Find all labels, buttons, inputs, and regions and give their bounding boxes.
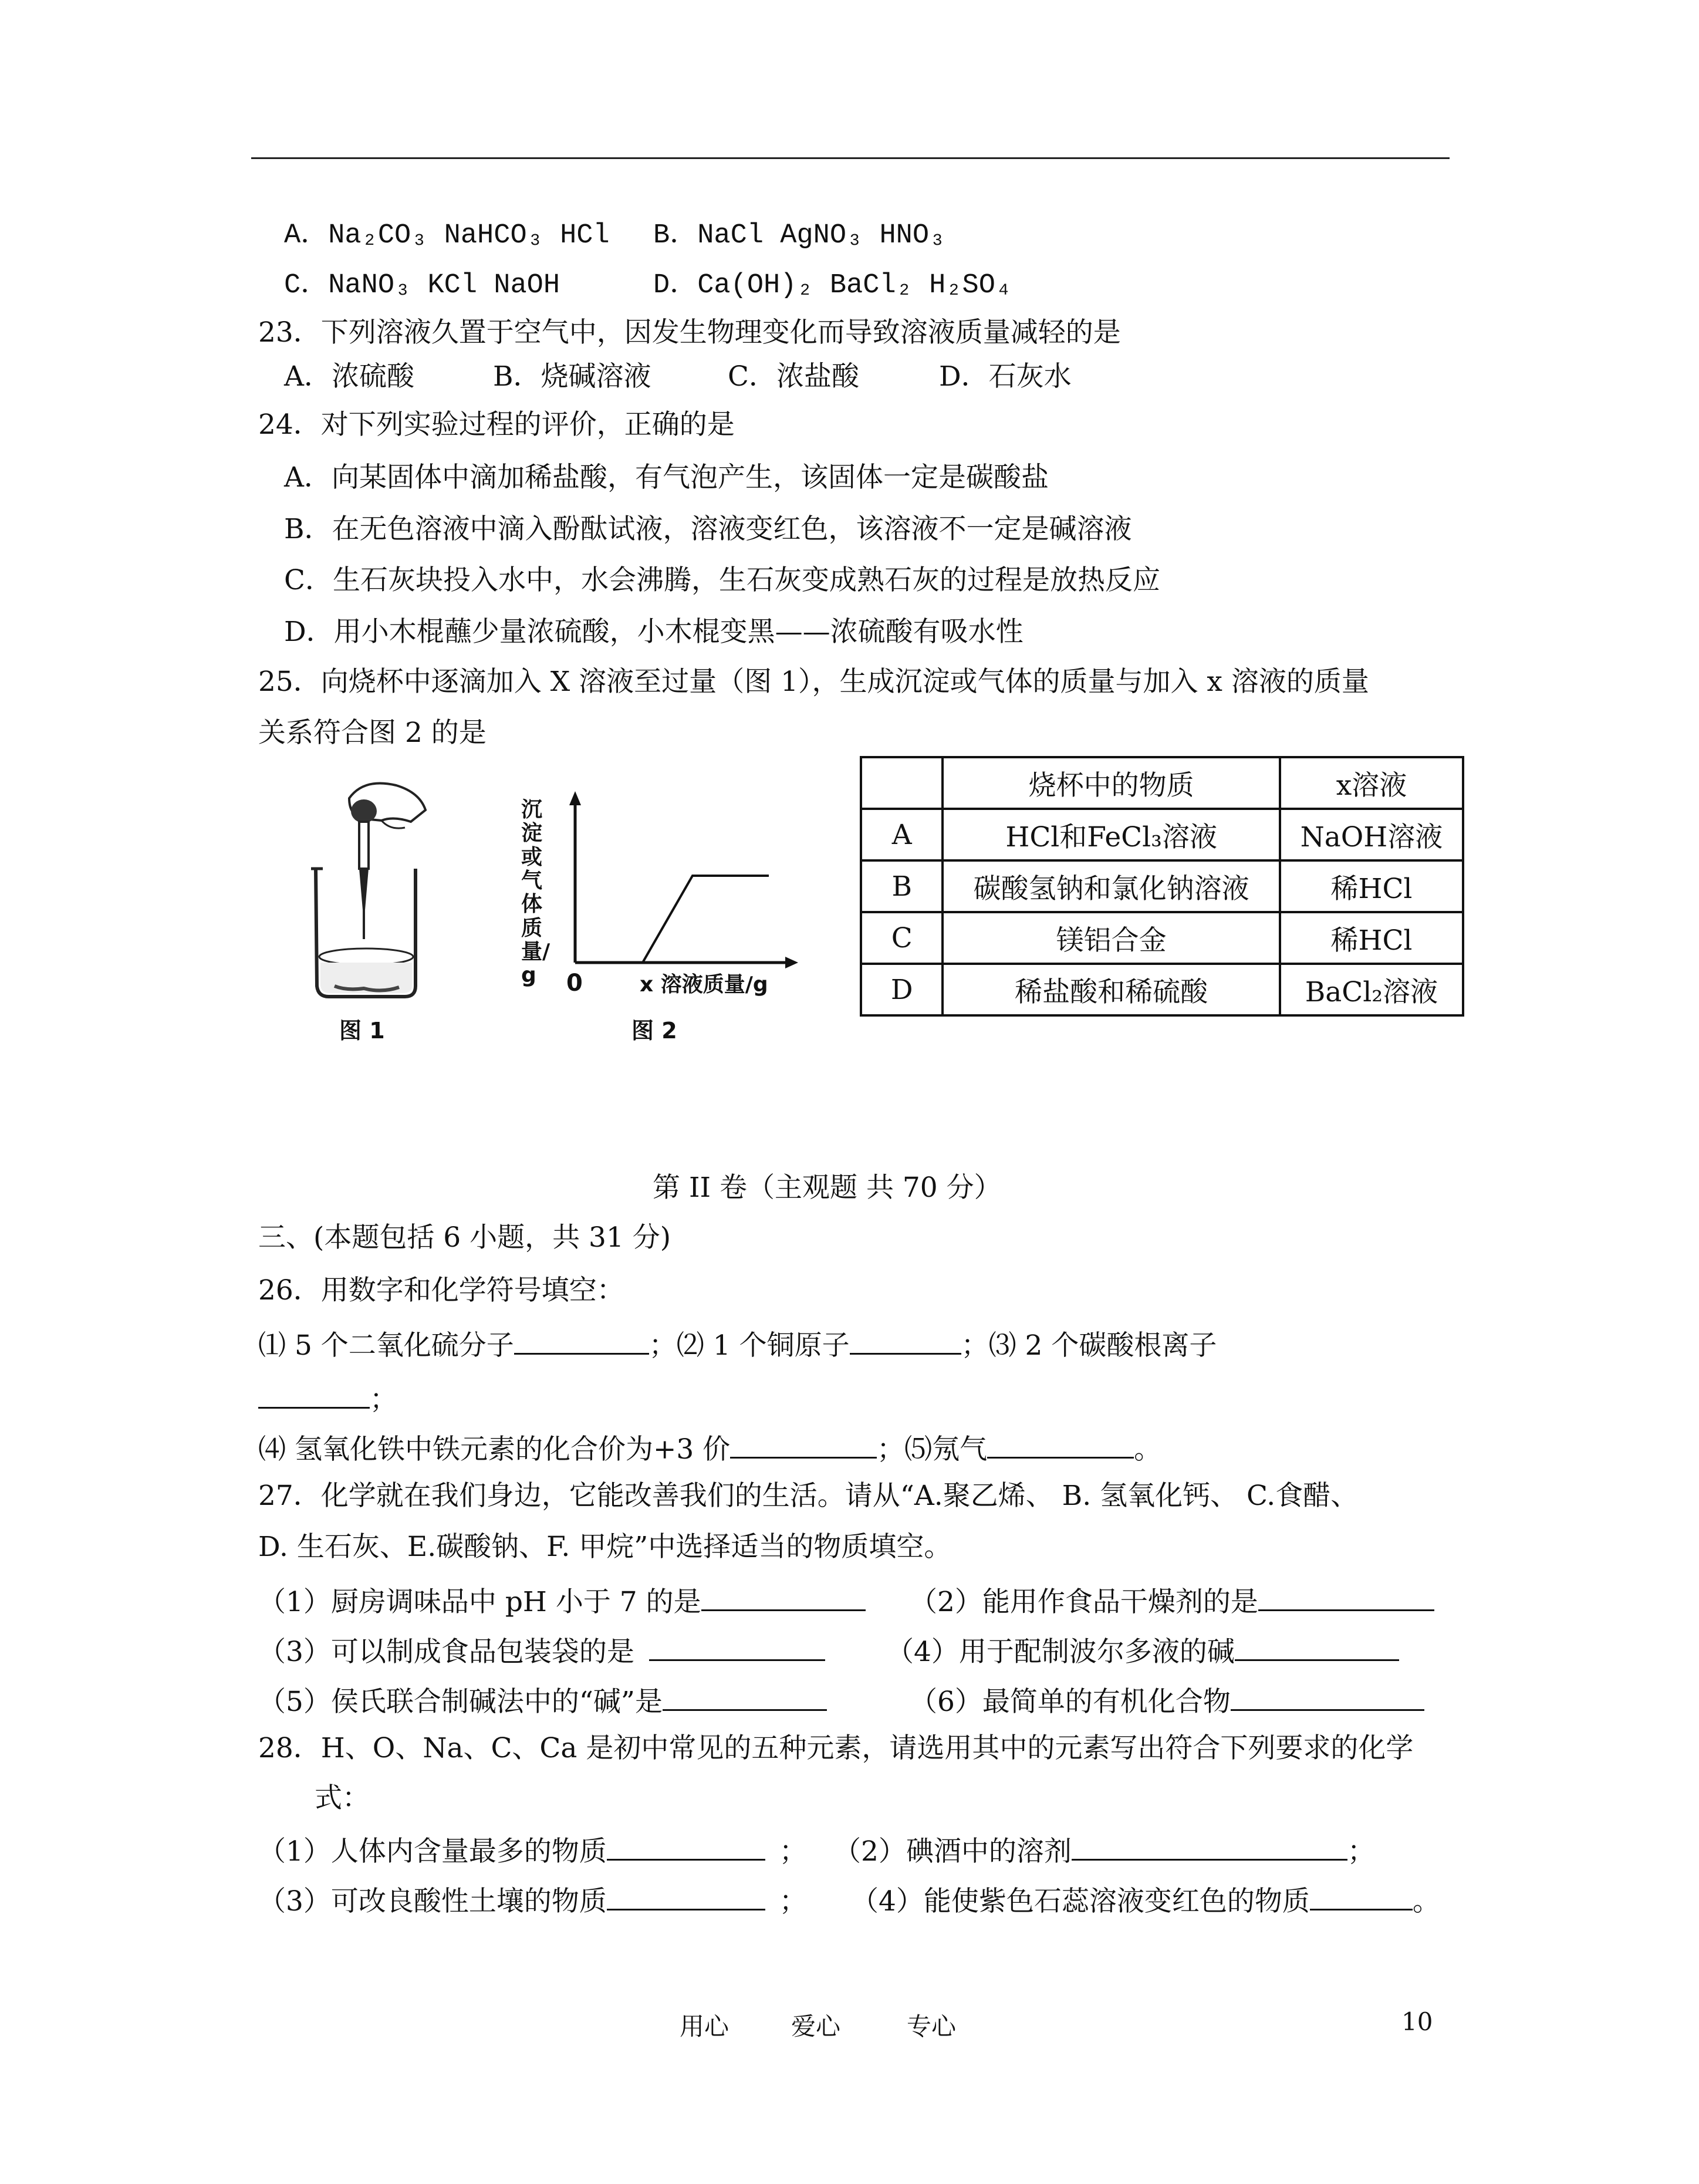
figure-2-xlabel: x 溶液质量/g bbox=[640, 973, 768, 997]
q27-blank-1[interactable] bbox=[701, 1585, 866, 1611]
q28-stem-line1: 28．H、O、Na、C、Ca 是初中常见的五种元素，请选用其中的元素写出符合下列要求的化学 bbox=[258, 1732, 1414, 1764]
q22-option-d: D．Ca(OH)₂ BaCl₂ H₂SO₄ bbox=[653, 270, 1012, 301]
section3-heading: 三、(本题包括 6 小题，共 31 分) bbox=[258, 1221, 671, 1254]
q28-blank-1[interactable] bbox=[607, 1834, 765, 1861]
table-header-cell: 烧杯中的物质 bbox=[943, 757, 1279, 809]
figure-2-origin: 0 bbox=[566, 970, 583, 997]
q25-options-table bbox=[860, 756, 1464, 1017]
q28-item-4: （4）能使紫色石蕊溶液变红色的物质 。 bbox=[851, 1885, 1440, 1918]
q24-option-c: C．生石灰块投入水中，水会沸腾，生石灰变成熟石灰的过程是放热反应 bbox=[284, 564, 1160, 596]
table-row bbox=[861, 809, 1463, 860]
table-header-cell bbox=[861, 757, 943, 809]
page-number: 10 bbox=[1401, 2007, 1433, 2036]
table-row bbox=[861, 964, 1463, 1015]
q28-blank-3[interactable] bbox=[607, 1884, 765, 1910]
q24-option-d: D．用小木棍蘸少量浓硫酸，小木棍变黑——浓硫酸有吸水性 bbox=[284, 616, 1024, 648]
q28-blank-2[interactable] bbox=[1072, 1834, 1347, 1861]
q27-blank-5[interactable] bbox=[663, 1685, 827, 1711]
q24-stem: 24．对下列实验过程的评价，正确的是 bbox=[258, 409, 735, 441]
q23-stem: 23．下列溶液久置于空气中，因发生物理变化而导致溶液质量减轻的是 bbox=[258, 316, 1121, 349]
header-rule bbox=[251, 157, 1450, 159]
q26-part3: ；⑶ 2 个碳酸根离子 bbox=[961, 1329, 1217, 1362]
q27-blank-6[interactable] bbox=[1231, 1685, 1424, 1711]
q27-item-1: （1）厨房调味品中 pH 小于 7 的是 bbox=[258, 1585, 866, 1616]
q22-option-c: C．NaNO₃ KCl NaOH bbox=[284, 270, 560, 301]
q27-item-3: （3）可以制成食品包装袋的是 bbox=[258, 1635, 825, 1666]
q27-item-2: （2）能用作食品干燥剂的是 bbox=[910, 1585, 1434, 1616]
q26-stem: 26．用数字和化学符号填空： bbox=[258, 1274, 624, 1307]
q22-option-b: B．NaCl AgNO₃ HNO₃ bbox=[653, 220, 946, 251]
table-cell: 稀HCl bbox=[1280, 860, 1463, 912]
q27-stem-line2: D. 生石灰、E.碳酸钠、F. 甲烷”中选择适当的物质填空。 bbox=[258, 1531, 952, 1563]
table-cell: C bbox=[861, 912, 943, 964]
q23-option-b: B．烧碱溶液 bbox=[493, 360, 651, 393]
q28-stem-line2: 式： bbox=[315, 1782, 370, 1814]
q27-stem-line1: 27．化学就在我们身边，它能改善我们的生活。请从“A.聚乙烯、 B. 氢氧化钙、 C.食醋、 bbox=[258, 1480, 1359, 1512]
table-cell: A bbox=[861, 809, 943, 860]
q24-option-b: B．在无色溶液中滴入酚酞试液，溶液变红色，该溶液不一定是碱溶液 bbox=[284, 513, 1132, 545]
footer-left: 用心 bbox=[680, 2012, 729, 2041]
q27-item-5: （5）侯氏联合制碱法中的“碱”是 bbox=[258, 1685, 827, 1716]
q28-blank-4[interactable] bbox=[1310, 1884, 1413, 1910]
table-header-row bbox=[861, 757, 1463, 809]
part2-title: 第 II 卷（主观题 共 70 分） bbox=[653, 1172, 1002, 1204]
table-cell: 稀HCl bbox=[1280, 912, 1463, 964]
q26-blank-4[interactable] bbox=[730, 1432, 877, 1459]
footer-right: 专心 bbox=[907, 2012, 957, 2041]
table-cell: 镁铝合金 bbox=[943, 912, 1279, 964]
q26-part2: ；⑵ 1 个铜原子 bbox=[648, 1329, 850, 1362]
q24-option-a: A．向某固体中滴加稀盐酸，有气泡产生，该固体一定是碳酸盐 bbox=[284, 461, 1049, 494]
figure-2-ylabel: 沉淀或气体质量/g bbox=[521, 798, 550, 988]
table-cell: 碳酸氢钠和氯化钠溶液 bbox=[943, 860, 1279, 912]
q25-stem-line2: 关系符合图 2 的是 bbox=[258, 717, 487, 749]
q28-item-3: （3）可改良酸性土壤的物质 ； bbox=[258, 1885, 807, 1918]
figure-1-caption: 图 1 bbox=[339, 1018, 385, 1044]
table-cell: NaOH溶液 bbox=[1280, 809, 1463, 860]
q26-line2: ； bbox=[258, 1382, 397, 1413]
q26-blank-5[interactable] bbox=[987, 1432, 1134, 1459]
q27-blank-4[interactable] bbox=[1235, 1635, 1399, 1661]
q23-option-d: D．石灰水 bbox=[939, 360, 1072, 393]
table-cell: B bbox=[861, 860, 943, 912]
q27-item-4: （4）用于配制波尔多液的碱 bbox=[886, 1635, 1399, 1666]
table-header-cell: x溶液 bbox=[1280, 757, 1463, 809]
q23-option-a: A．浓硫酸 bbox=[284, 360, 414, 393]
q26-part1: ⑴ 5 个二氧化硫分子 bbox=[258, 1329, 514, 1362]
table-cell: D bbox=[861, 964, 943, 1015]
table-row bbox=[861, 860, 1463, 912]
q25-stem-line1: 25．向烧杯中逐滴加入 X 溶液至过量（图 1），生成沉淀或气体的质量与加入 x 溶液的质量 bbox=[258, 666, 1369, 698]
q26-blank-1[interactable] bbox=[514, 1328, 649, 1355]
table-cell: HCl和FeCl₃溶液 bbox=[943, 809, 1279, 860]
figure-2-caption: 图 2 bbox=[631, 1018, 677, 1044]
q26-blank-2[interactable] bbox=[850, 1328, 961, 1355]
figure-1-dropper-beaker bbox=[293, 775, 446, 1010]
q26-line1 bbox=[258, 1328, 1217, 1362]
q28-item-2: （2）碘酒中的溶剂 ； bbox=[833, 1835, 1375, 1868]
table-row bbox=[861, 912, 1463, 964]
table-cell: BaCl₂溶液 bbox=[1280, 964, 1463, 1015]
q26-line3: ⑷ 氢氧化铁中铁元素的化合价为+3 价 ；⑸氖气 。 bbox=[258, 1433, 1162, 1466]
q22-option-a: A．Na₂CO₃ NaHCO₃ HCl bbox=[284, 220, 610, 251]
table-cell: 稀盐酸和稀硫酸 bbox=[943, 964, 1279, 1015]
q27-blank-3[interactable] bbox=[649, 1635, 825, 1661]
q27-blank-2[interactable] bbox=[1258, 1585, 1434, 1611]
q27-item-6: （6）最简单的有机化合物 bbox=[910, 1685, 1424, 1716]
footer-mid: 爱心 bbox=[791, 2012, 841, 2041]
q26-blank-3[interactable] bbox=[258, 1382, 370, 1409]
q28-item-1: （1）人体内含量最多的物质 ； bbox=[258, 1835, 807, 1868]
q23-option-c: C．浓盐酸 bbox=[728, 360, 859, 393]
